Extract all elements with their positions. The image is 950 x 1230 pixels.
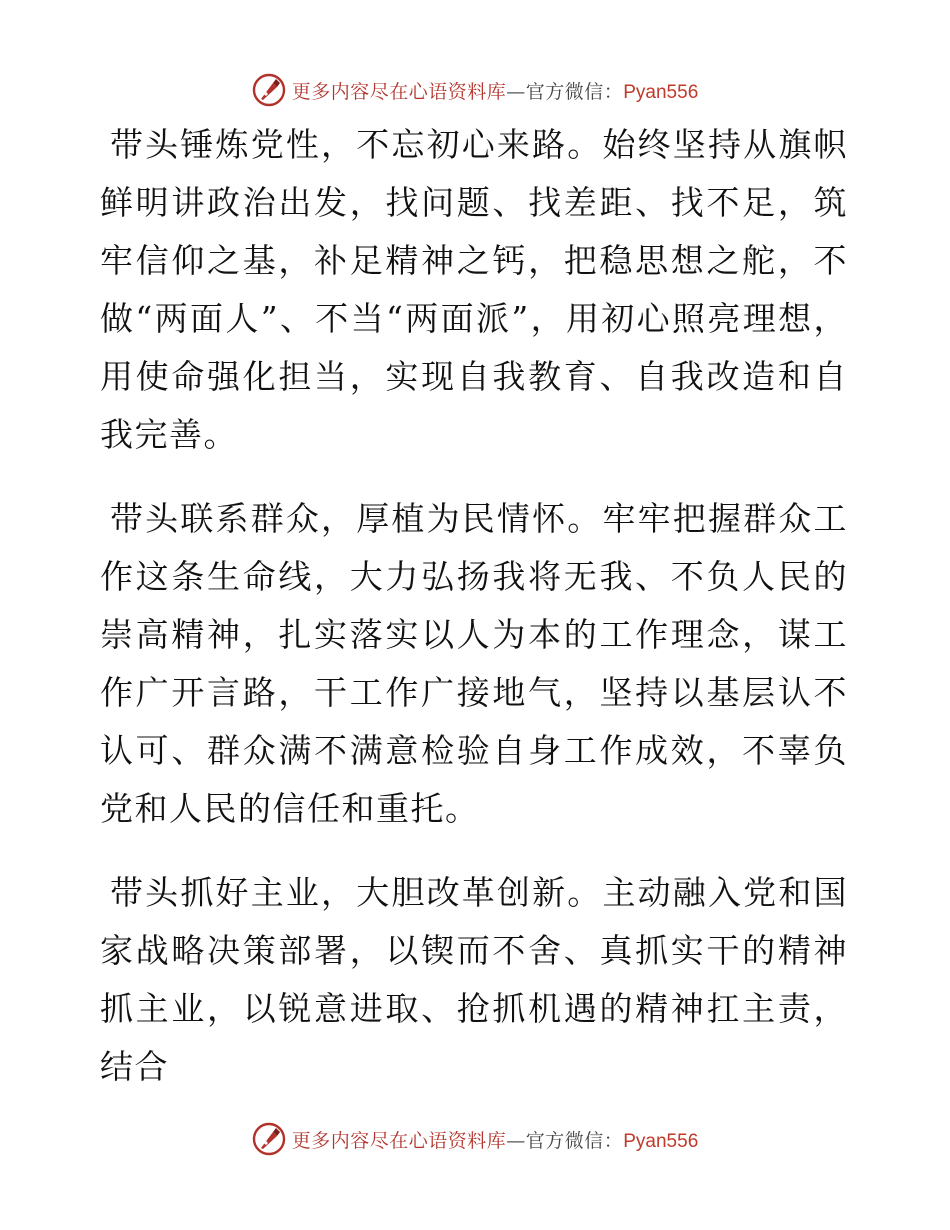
footer-wechat-id: Pyan556: [623, 1130, 699, 1152]
header-banner: [0, 70, 950, 110]
paragraph-2: 带头联系群众，厚植为民情怀。牢牢把握群众工作这条生命线，大力弘扬我将无我、不负人民的崇高精神，扎实落实以人为本的工作理念，谋工作广开言路，干工作广接地气，坚持以基层认不认可、群众满不满意检验自身工作成效，不辜负党和人民的信任和重托。: [100, 499, 848, 828]
footer-banner: [0, 1119, 950, 1159]
footer-wechat-label: 官方微信：: [525, 1129, 624, 1152]
header-wechat-id: Pyan556: [623, 81, 699, 103]
header-wechat-label: 官方微信：: [525, 80, 624, 103]
header-dash: —: [506, 80, 526, 103]
pen-nib-logo-icon: [252, 1122, 286, 1156]
header-site-text: 更多内容尽在心语资料库: [291, 80, 507, 103]
paragraph-3: 带头抓好主业，大胆改革创新。主动融入党和国家战略决策部署，以锲而不舍、真抓实干的精神抓主业，以锐意进取、抢抓机遇的精神扛主责，结合: [100, 873, 848, 1086]
paragraph-1: 带头锤炼党性，不忘初心来路。始终坚持从旗帜鲜明讲政治出发，找问题、找差距、找不足，筑牢信仰之基，补足精神之钙，把稳思想之舵，不做“两面人”、不当“两面派”，用初心照亮理想，用使命强化担当，实现自我教育、自我改造和自我完善。: [100, 125, 848, 454]
document-body: [100, 116, 848, 1122]
footer-dash: —: [506, 1129, 526, 1152]
pen-nib-logo-icon: [252, 73, 286, 107]
header-watermark-text: [292, 77, 699, 104]
footer-watermark-text: [292, 1126, 699, 1153]
footer-site-text: 更多内容尽在心语资料库: [291, 1129, 507, 1152]
